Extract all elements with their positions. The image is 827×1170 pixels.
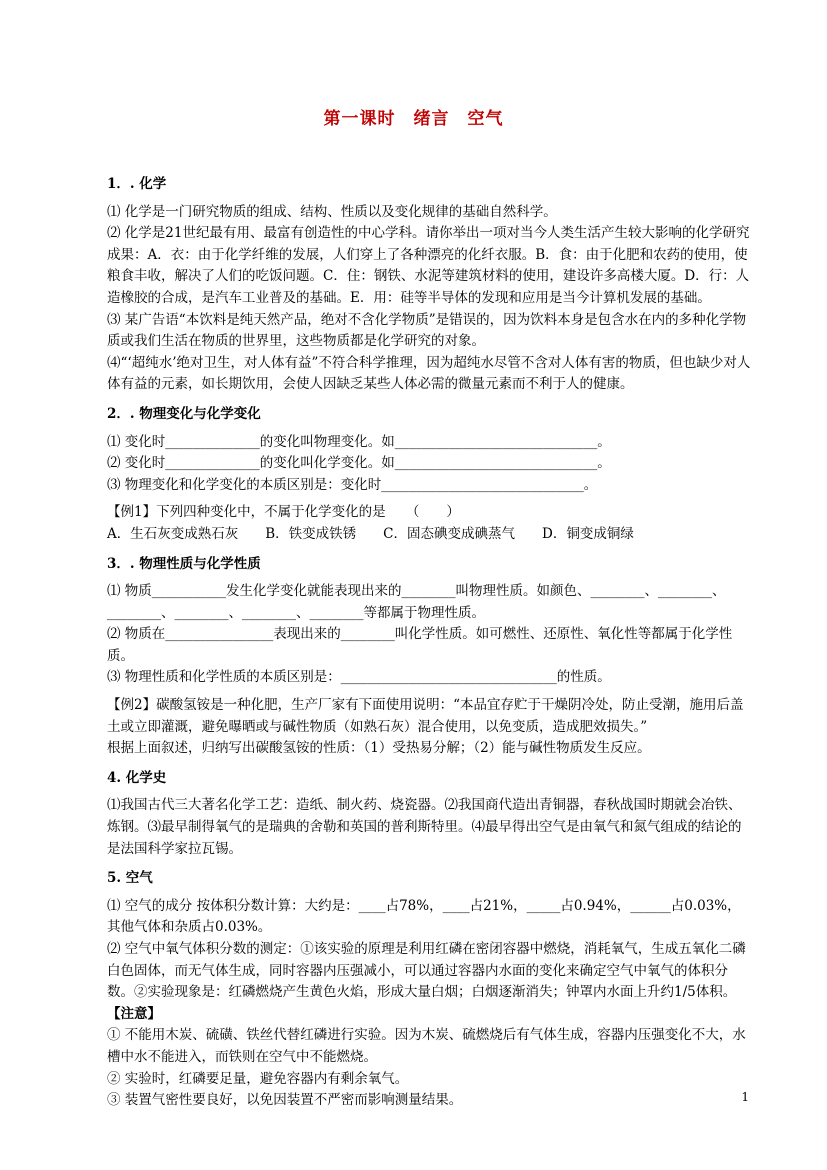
note-item-3: ③ 装置气密性要良好，以免因装置不严密而影响测量结果。: [107, 1092, 463, 1109]
section-1-item-2: ⑵ 化学是21世纪最有用、最富有创造性的中心学科。请你举出一项对当今人类生活产生较大影响的化学研究成果：A．衣：由于化学纤维的发展，人们穿上了各种漂亮的化纤衣服。B．食：由于化肥和农药的使用，使粮食丰收，解决了人们的吃饭问题。C．住：钢铁、水泥等建筑材料的使用，建设许多高楼大厦。D．行：人造橡胶的合成，是汽车工业普及的基础。E．用：硅等半导体的发现和应用是当今计算机发展的基础。: [107, 225, 750, 306]
section-1-item-1: ⑴ 化学是一门研究物质的组成、结构、性质以及变化规律的基础自然科学。: [107, 203, 557, 220]
section-1-item-4: ⑷“‘超纯水’绝对卫生，对人体有益”不符合科学推理，因为超纯水尽管不含对人体有害的物质，但也缺少对人体有益的元素，如长期饮用，会使人因缺乏某些人体必需的微量元素而不利于人的健康。: [107, 354, 751, 393]
note-item-1: ① 不能用木炭、硫磺、铁丝代替红磷进行实验。因为木炭、硫燃烧后有气体生成，容器内压强变化不大，水槽中水不能进入，而铁则在空气中不能燃烧。: [107, 1027, 746, 1065]
section-5-item-1: ⑴ 空气的成分 按体积分数计算：大约是：____占78%，____占21%，_____占0.94%，______占0.03%，其他气体和杂质占0.03%。: [107, 897, 741, 936]
section-5-item-2: ⑵ 空气中氧气体积分数的测定：①该实验的原理是利用红磷在密闭容器中燃烧，消耗氧气，生成五氧化二磷白色固体，而无气体生成，同时容器内压强减小，可以通过容器内水面的变化来确定空气中氧气的体积分数。②实验现象是：红磷燃烧产生黄色火焰，形成大量白烟；白烟逐渐消失；钟罩内水面上升约1/5体积。: [107, 941, 746, 1001]
note-item-2: ② 实验时，红磷要足量，避免容器内有剩余氧气。: [107, 1070, 409, 1087]
section-2-item-2: ⑵ 变化时______________的变化叫化学变化。如______________________________。: [107, 455, 611, 472]
section-3-item-3: ⑶ 物理性质和化学性质的本质区别是：________________________________的性质。: [107, 669, 611, 686]
page-title: 第一课时 绪言 空气: [323, 109, 504, 129]
section-3-item-2: ⑵ 物质在________________表现出来的________叫化学性质。如可燃性、还原性、氧化性等都属于化学性质。: [107, 626, 733, 664]
page-number: 1: [741, 1090, 749, 1104]
section-3-heading: 3．. 物理性质与化学性质: [107, 555, 261, 572]
example-2-answer: 根据上面叙述，归纳写出碳酸氢铵的性质：（1）受热易分解；（2）能与碱性物质发生反应。: [107, 740, 651, 757]
example-1-question: 【例1】下列四种变化中，不属于化学变化的是 （ ）: [107, 504, 460, 521]
example-1-options: A．生石灰变成熟石灰 B．铁变成铁锈 C．固态碘变成碘蒸气 D．铜变成铜绿: [107, 525, 634, 542]
section-1-heading: 1．. 化学: [107, 176, 167, 192]
example-2-question: 【例2】碳酸氢铵是一种化肥，生产厂家有下面使用说明：“本品宜存贮于干燥阴冷处，防止受潮，施用后盖土或立即灌溉，避免曝晒或与碱性物质（如熟石灰）混合使用，以免变质，造成肥效损失。”: [107, 697, 744, 735]
section-2-heading: 2．. 物理变化与化学变化: [107, 405, 261, 422]
section-1-item-3: ⑶ 某广告语“本饮料是纯天然产品，绝对不含化学物质”是错误的，因为饮料本身是包含水在内的多种化学物质或我们生活在物质的世界里，这些物质都是化学研究的对象。: [107, 311, 747, 350]
section-3-item-1: ⑴ 物质___________发生化学变化就能表现出来的________叫物理性质。如颜色、________、________、________、________、________、________等都属于物理性质。: [107, 583, 726, 621]
section-4-heading: 4. 化学史: [107, 769, 167, 786]
document-body: [107, 166, 751, 1112]
section-5-heading: 5. 空气: [107, 870, 153, 887]
section-4-body: ⑴我国古代三大著名化学工艺：造纸、制火药、烧瓷器。⑵我国商代造出青铜器，春秋战国时期就会冶铁、炼钢。⑶最早制得氧气的是瑞典的舍勒和英国的普利斯特里。⑷最早得出空气是由氧气和氮气组成的结论的是法国科学家拉瓦锡。: [107, 797, 742, 857]
section-2-item-1: ⑴ 变化时______________的变化叫物理变化。如______________________________。: [107, 433, 611, 450]
note-heading: 【注意】: [107, 1005, 161, 1022]
section-2-item-3: ⑶ 物理变化和化学变化的本质区别是：变化时______________________________。: [107, 476, 598, 493]
